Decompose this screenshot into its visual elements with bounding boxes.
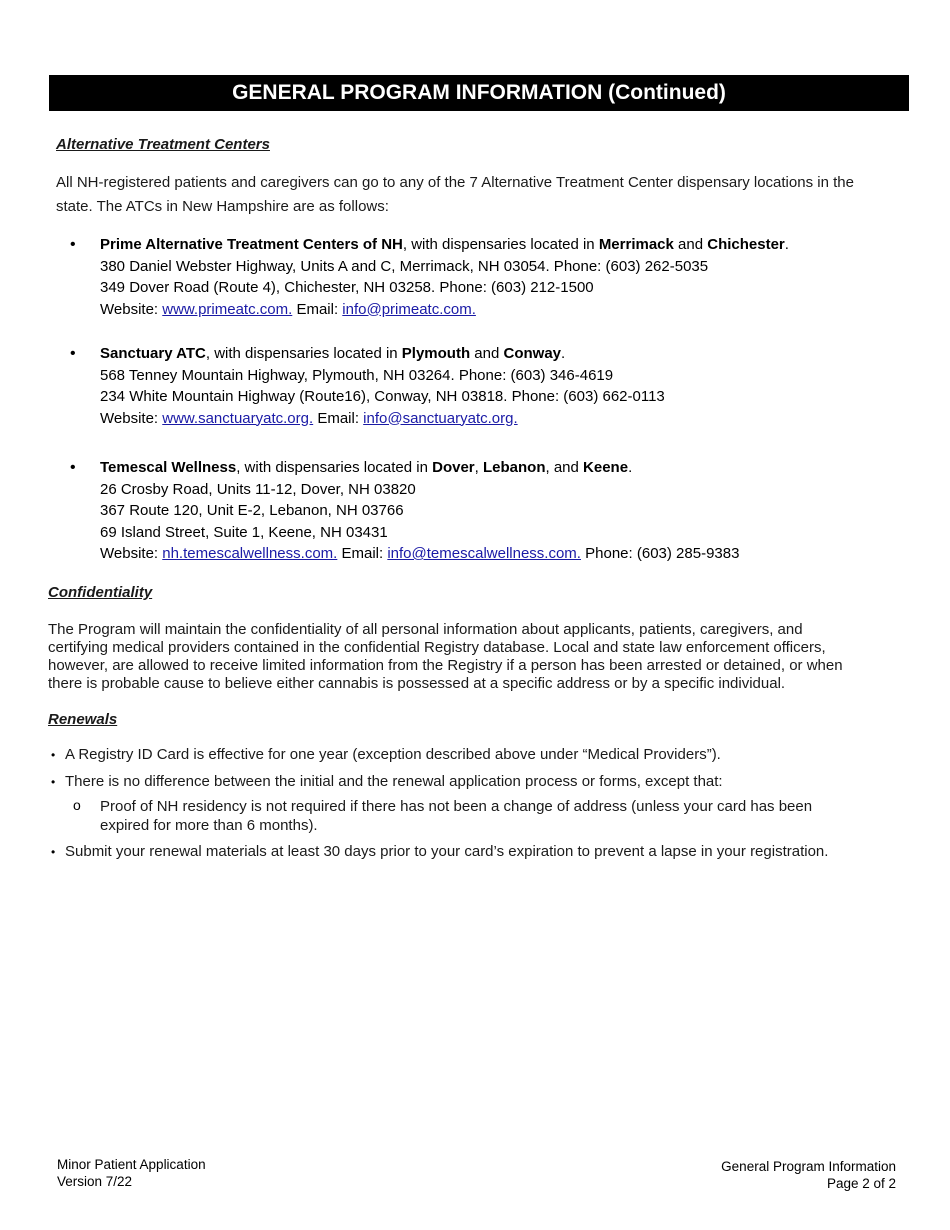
section-banner xyxy=(49,75,909,111)
footer-left xyxy=(57,1156,206,1190)
atc-location: Merrimack xyxy=(598,236,674,253)
bullet-icon: • xyxy=(51,845,56,859)
confidentiality-line-1: The Program will maintain the confidentiality of all personal information about applicants, patients, caregivers, and xyxy=(48,621,803,638)
email-link[interactable]: info@primeatc.com. xyxy=(342,300,476,318)
atc-intro xyxy=(56,171,916,219)
atc-intro-line-2: state. The ATCs in New Hampshire are as follows: xyxy=(56,198,389,215)
atc-location: Conway xyxy=(503,345,562,362)
atc-name: Temescal Wellness xyxy=(100,459,237,476)
atc-with-text: , with dispensaries located in xyxy=(402,236,599,253)
website-link[interactable]: www.primeatc.com. xyxy=(162,300,293,318)
atc-separator: , xyxy=(474,459,483,476)
atc-end: . xyxy=(561,345,566,362)
renewals-heading: Renewals xyxy=(48,711,118,728)
atc-end: . xyxy=(628,459,633,476)
renewal-item-3: Submit your renewal materials at least 30 days prior to your card’s expiration to prevent a lapse in your registration. xyxy=(65,843,829,860)
banner-title: GENERAL PROGRAM INFORMATION (Continued) xyxy=(232,81,726,104)
atc-location: Lebanon xyxy=(483,459,546,476)
atc-intro-line-1: All NH-registered patients and caregivers can go to any of the 7 Alternative Treatment Center dispensary locations in the xyxy=(56,174,854,191)
email-label: Email: xyxy=(292,300,343,318)
renewal-subitem-line-2: expired for more than 6 months). xyxy=(100,817,318,834)
atc-address: 568 Tenney Mountain Highway, Plymouth, NH 03264. Phone: (603) 346-4619 xyxy=(100,366,614,384)
website-link[interactable]: nh.temescalwellness.com. xyxy=(162,545,338,562)
bullet-icon: • xyxy=(70,459,76,476)
atc-title-line xyxy=(100,343,900,365)
atc-separator: , and xyxy=(545,459,584,476)
email-label: Email: xyxy=(337,545,388,562)
atc-name: Prime Alternative Treatment Centers of NH xyxy=(100,236,403,253)
form-version: Version 7/22 xyxy=(57,1174,133,1189)
renewal-item-2: There is no difference between the initial and the renewal application process or forms, except that: xyxy=(65,773,723,790)
atc-location: Chichester xyxy=(707,236,785,253)
atc-contact-line xyxy=(100,299,900,321)
atc-title-line xyxy=(100,234,900,256)
atc-contact-line xyxy=(100,543,900,565)
atc-name: Sanctuary ATC xyxy=(100,345,206,362)
email-link[interactable]: info@temescalwellness.com. xyxy=(387,545,581,562)
bullet-icon: • xyxy=(51,748,56,762)
atc-location: Plymouth xyxy=(401,345,471,362)
confidentiality-line-4: there is probable cause to believe either cannabis is possessed at a specific address or by a specific individual. xyxy=(48,675,786,692)
email-link[interactable]: info@sanctuaryatc.org. xyxy=(363,409,518,427)
section-name: General Program Information xyxy=(721,1159,896,1174)
bullet-icon: • xyxy=(51,775,56,789)
atc-joiner: and xyxy=(470,345,504,362)
atc-with-text: , with dispensaries located in xyxy=(236,459,433,476)
confidentiality-heading: Confidentiality xyxy=(48,584,153,601)
atc-list-item-prime xyxy=(70,234,900,320)
page-number: Page 2 of 2 xyxy=(826,1176,896,1191)
atc-address: 234 White Mountain Highway (Route16), Conway, NH 03818. Phone: (603) 662-0113 xyxy=(100,388,665,405)
atc-list-item-temescal xyxy=(70,457,900,565)
website-link[interactable]: www.sanctuaryatc.org. xyxy=(162,409,314,427)
atc-location: Keene xyxy=(583,459,629,476)
renewal-subitem-line-1: Proof of NH residency is not required if there has not been a change of address (unless your card has been xyxy=(100,798,813,815)
atc-address: 26 Crosby Road, Units 11-12, Dover, NH 03820 xyxy=(100,480,416,498)
atc-address: 349 Dover Road (Route 4), Chichester, NH 03258. Phone: (603) 212-1500 xyxy=(100,279,594,296)
circle-bullet-icon: o xyxy=(73,797,81,813)
atc-joiner: and xyxy=(673,236,708,253)
atc-location: Dover xyxy=(432,459,475,476)
footer-right xyxy=(721,1158,896,1192)
confidentiality-paragraph xyxy=(48,621,878,693)
bullet-icon: • xyxy=(70,345,76,362)
website-label: Website: xyxy=(100,409,163,427)
atc-heading: Alternative Treatment Centers xyxy=(56,136,270,153)
atc-address: 69 Island Street, Suite 1, Keene, NH 03431 xyxy=(100,523,388,541)
atc-end: . xyxy=(784,236,789,253)
atc-address: 367 Route 120, Unit E-2, Lebanon, NH 03766 xyxy=(100,502,404,519)
form-name: Minor Patient Application xyxy=(57,1157,206,1172)
renewal-subitem-1 xyxy=(100,797,900,835)
bullet-icon: • xyxy=(70,236,76,253)
atc-title-line xyxy=(100,457,900,479)
phone-text: Phone: (603) 285-9383 xyxy=(580,545,740,562)
atc-contact-line xyxy=(100,408,900,430)
confidentiality-line-2: certifying medical providers contained in the confidential Registry database. Local and state law enforcement officers, xyxy=(48,639,826,656)
renewal-item-1: A Registry ID Card is effective for one year (exception described above under “Medical Providers”). xyxy=(65,746,721,763)
atc-address: 380 Daniel Webster Highway, Units A and C, Merrimack, NH 03054. Phone: (603) 262-5035 xyxy=(100,257,709,275)
website-label: Website: xyxy=(100,545,163,562)
atc-with-text: , with dispensaries located in xyxy=(205,345,402,362)
website-label: Website: xyxy=(100,300,163,318)
confidentiality-line-3: however, are allowed to receive limited information from the Registry if a person has been arrested or detained, or when xyxy=(48,657,843,674)
email-label: Email: xyxy=(313,409,364,427)
atc-list-item-sanctuary xyxy=(70,343,900,429)
